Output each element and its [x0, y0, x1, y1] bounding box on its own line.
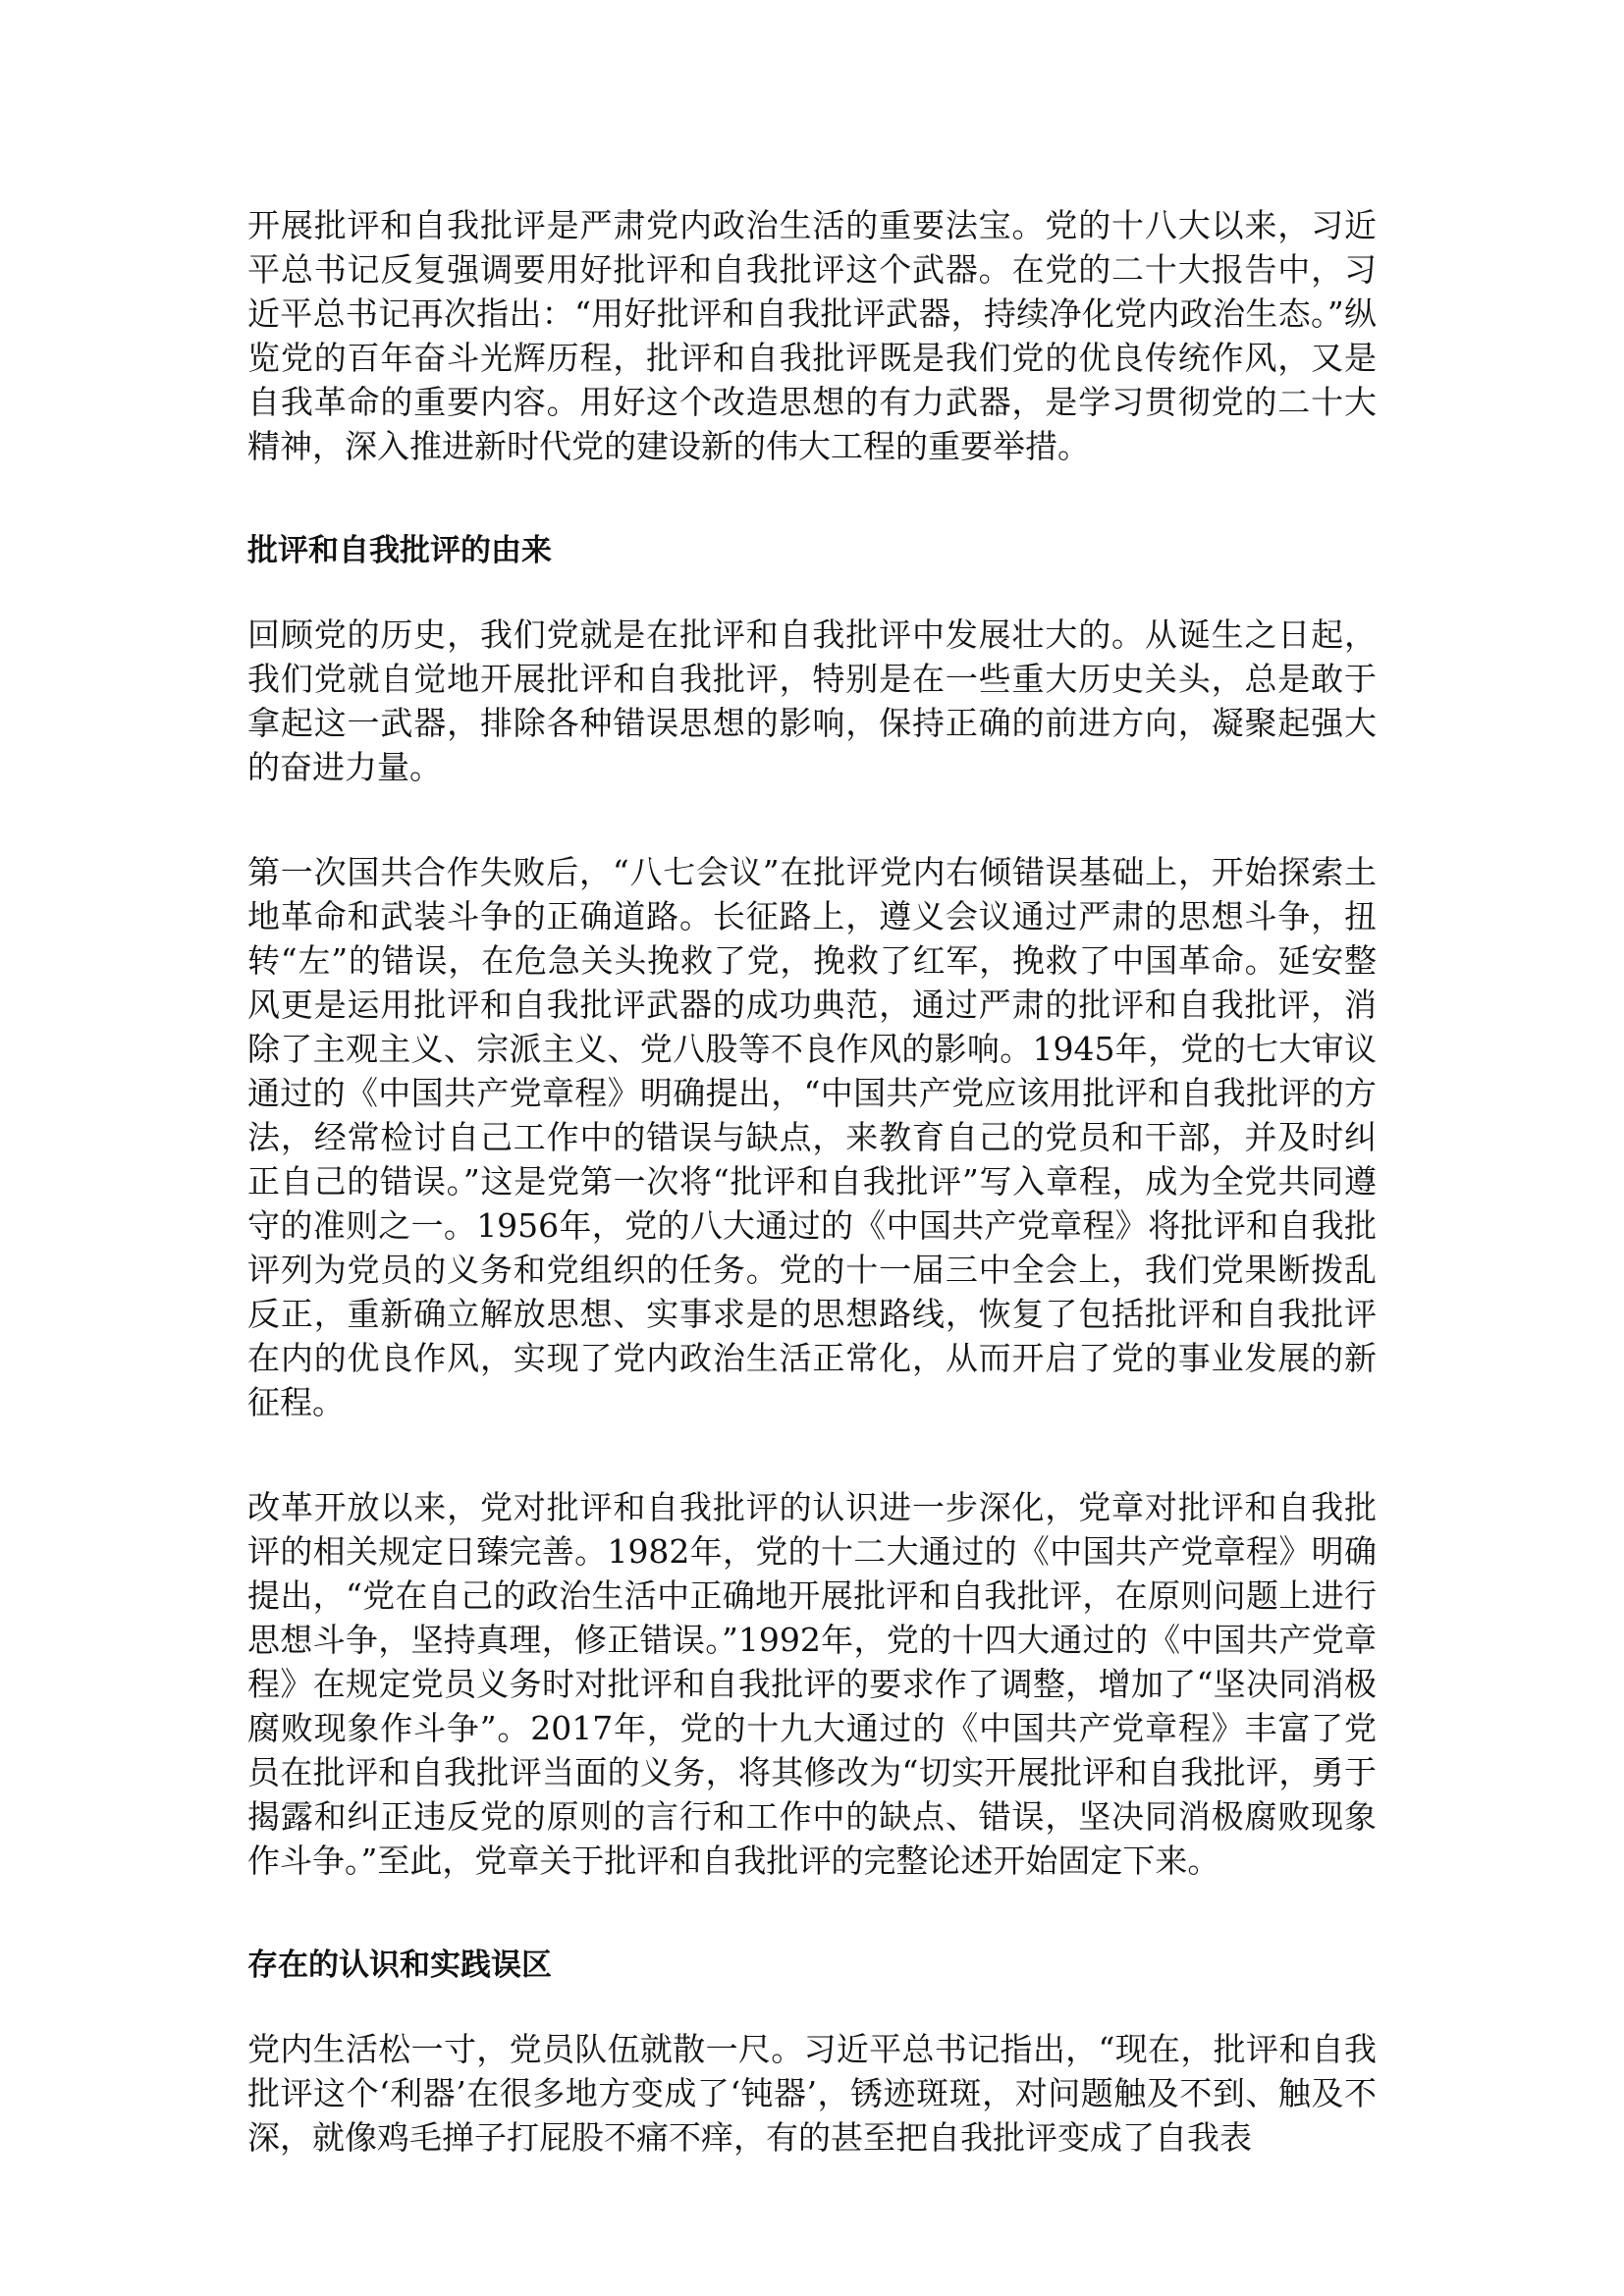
paragraph-party-life: 党内生活松一寸，党员队伍就散一尺。习近平总书记指出，“现在，批评和自我批评这个‘利器’在很多地方变成了‘钝器’，锈迹斑斑，对问题触及不到、触及不深，就像鸡毛掸子打屁股不痛不痒，有的甚至把自我批评变成了自我表	[247, 2030, 1377, 2157]
document-body	[247, 203, 1377, 2160]
section-heading-misconceptions: 存在的认识和实践误区	[247, 1948, 552, 1983]
paragraph-revolution-history: 第一次国共合作失败后，“八七会议”在批评党内右倾错误基础上，开始探索土地革命和武装斗争的正确道路。长征路上，遵义会议通过严肃的思想斗争，扭转“左”的错误，在危急关头挽救了党，挽救了红军，挽救了中国革命。延安整风更是运用批评和自我批评武器的成功典范，通过严肃的批评和自我批评，消除了主观主义、宗派主义、党八股等不良作风的影响。1945年，党的七大审议通过的《中国共产党章程》明确提出，“中国共产党应该用批评和自我批评的方法，经常检讨自己工作中的错误与缺点，来教育自己的党员和干部，并及时纠正自己的错误。”这是党第一次将“批评和自我批评”写入章程，成为全党共同遵守的准则之一。1956年，党的八大通过的《中国共产党章程》将批评和自我批评列为党员的义务和党组织的任务。党的十一届三中全会上，我们党果断拨乱反正，重新确立解放思想、实事求是的思想路线，恢复了包括批评和自我批评在内的优良作风，实现了党内政治生活正常化，从而开启了党的事业发展的新征程。	[247, 853, 1377, 1421]
intro-paragraph: 开展批评和自我批评是严肃党内政治生活的重要法宝。党的十八大以来，习近平总书记反复强调要用好批评和自我批评这个武器。在党的二十大报告中，习近平总书记再次指出：“用好批评和自我批评武器，持续净化党内政治生态。”纵览党的百年奋斗光辉历程，批评和自我批评既是我们党的优良传统作风，又是自我革命的重要内容。用好这个改造思想的有力武器，是学习贯彻党的二十大精神，深入推进新时代党的建设新的伟大工程的重要举措。	[247, 206, 1377, 465]
paragraph-reform-era: 改革开放以来，党对批评和自我批评的认识进一步深化，党章对批评和自我批评的相关规定日臻完善。1982年，党的十二大通过的《中国共产党章程》明确提出，“党在自己的政治生活中正确地开展批评和自我批评，在原则问题上进行思想斗争，坚持真理，修正错误。”1992年，党的十四大通过的《中国共产党章程》在规定党员义务时对批评和自我批评的要求作了调整，增加了“坚决同消极腐败现象作斗争”。2017年，党的十九大通过的《中国共产党章程》丰富了党员在批评和自我批评当面的义务，将其修改为“切实开展批评和自我批评，勇于揭露和纠正违反党的原则的言行和工作中的缺点、错误，坚决同消极腐败现象作斗争。”至此，党章关于批评和自我批评的完整论述开始固定下来。	[247, 1488, 1377, 1880]
paragraph-history-review: 回顾党的历史，我们党就是在批评和自我批评中发展壮大的。从诞生之日起，我们党就自觉地开展批评和自我批评，特别是在一些重大历史关头，总是敢于拿起这一武器，排除各种错误思想的影响，保持正确的前进方向，凝聚起强大的奋进力量。	[247, 615, 1377, 786]
section-heading-origin: 批评和自我批评的由来	[247, 533, 552, 568]
